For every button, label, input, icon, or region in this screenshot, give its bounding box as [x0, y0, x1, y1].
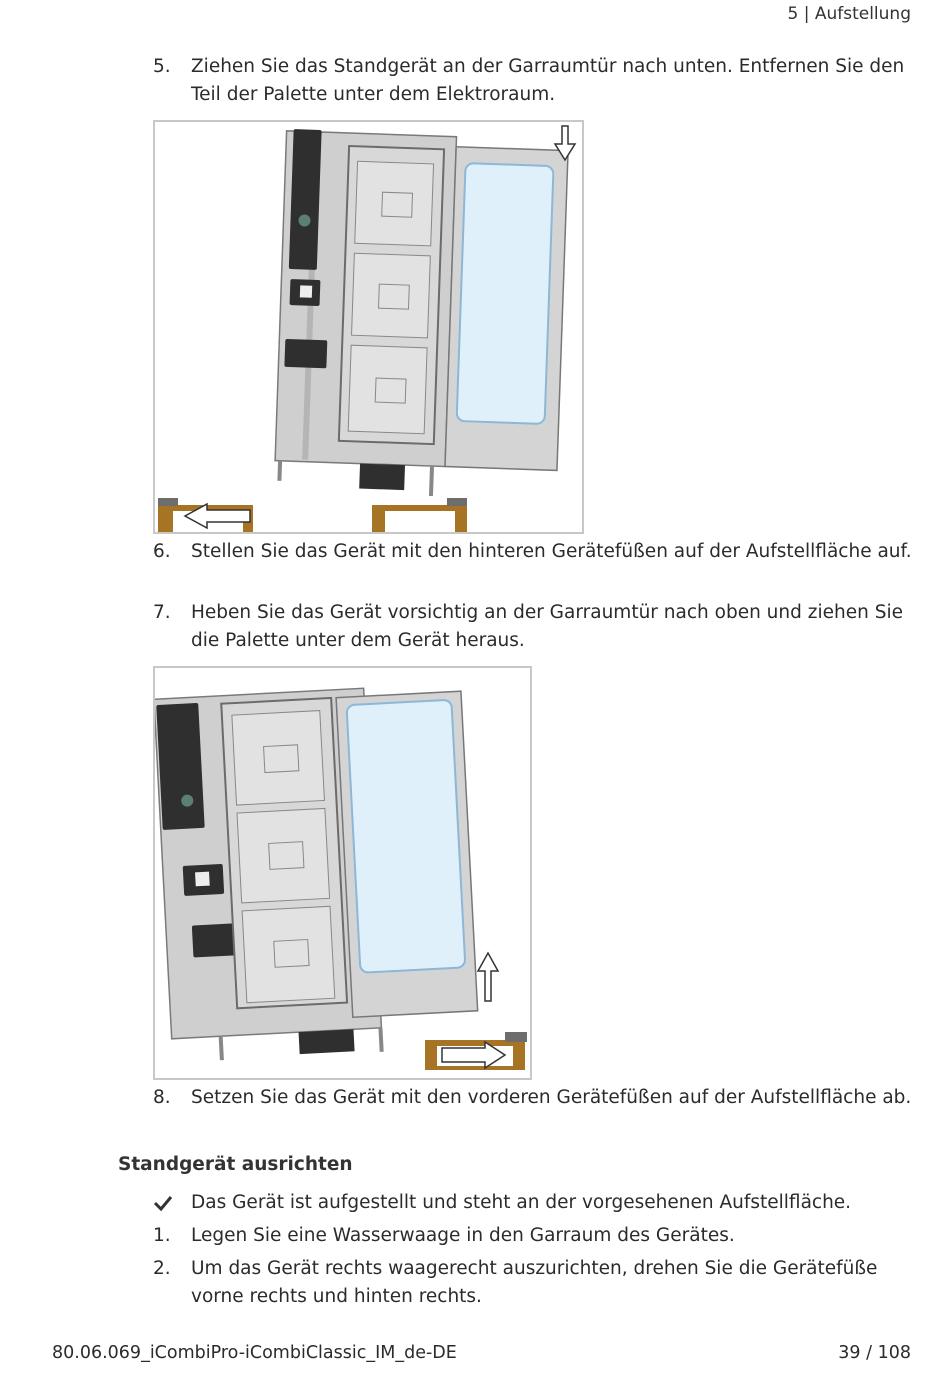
step-text: Legen Sie eine Wasserwaage in den Garraum des Gerätes.: [191, 1225, 735, 1246]
figure-unit-tilted-down: [153, 120, 584, 534]
step-2: [153, 1255, 923, 1311]
step-text: Heben Sie das Gerät vorsichtig an der Garraumtür nach oben und ziehen Sie die Palette unter dem Gerät heraus.: [191, 602, 903, 651]
step-8: [153, 1084, 923, 1112]
glass-panel: [457, 163, 554, 424]
step-5: [153, 53, 923, 109]
step-7: [153, 599, 923, 655]
figure-unit-tilted-up: [153, 666, 532, 1080]
step-text: Ziehen Sie das Standgerät an der Garraumtür nach unten. Entfernen Sie den Teil der Palette unter dem Elektroraum.: [191, 56, 905, 105]
step-text: Stellen Sie das Gerät mit den hinteren Gerätefüßen auf der Aufstellfläche auf.: [191, 541, 912, 562]
section-header: 5 | Aufstellung: [787, 4, 911, 24]
step-1: [153, 1222, 923, 1250]
document-id: 80.06.069_iCombiPro-iCombiClassic_IM_de-DE: [52, 1343, 457, 1363]
service-panel: [284, 339, 327, 368]
step-number: 5.: [153, 56, 171, 77]
step-number: 1.: [153, 1225, 171, 1246]
precondition-text: Das Gerät ist aufgestellt und steht an der vorgesehenen Aufstellfläche.: [191, 1192, 852, 1213]
arrow-up-icon: [478, 953, 498, 1001]
step-text: Um das Gerät rechts waagerecht auszurichten, drehen Sie die Gerätefüße vorne rechts und hinten rechts.: [191, 1258, 878, 1307]
appliance-illustration: [155, 668, 530, 1078]
control-panel: [156, 703, 204, 830]
section-heading: Standgerät ausrichten: [118, 1154, 353, 1175]
checkmark-icon: [153, 1194, 173, 1212]
control-panel: [289, 129, 322, 270]
step-number: 6.: [153, 541, 171, 562]
page-number: 39 / 108: [838, 1343, 911, 1363]
glass-panel: [346, 700, 465, 973]
step-number: 7.: [153, 602, 171, 623]
step-text: Setzen Sie das Gerät mit den vorderen Gerätefüßen auf der Aufstellfläche ab.: [191, 1087, 912, 1108]
appliance-illustration: [155, 122, 582, 532]
step-number: 2.: [153, 1258, 171, 1279]
precondition: [153, 1189, 923, 1217]
step-6: [153, 538, 923, 566]
step-number: 8.: [153, 1087, 171, 1108]
